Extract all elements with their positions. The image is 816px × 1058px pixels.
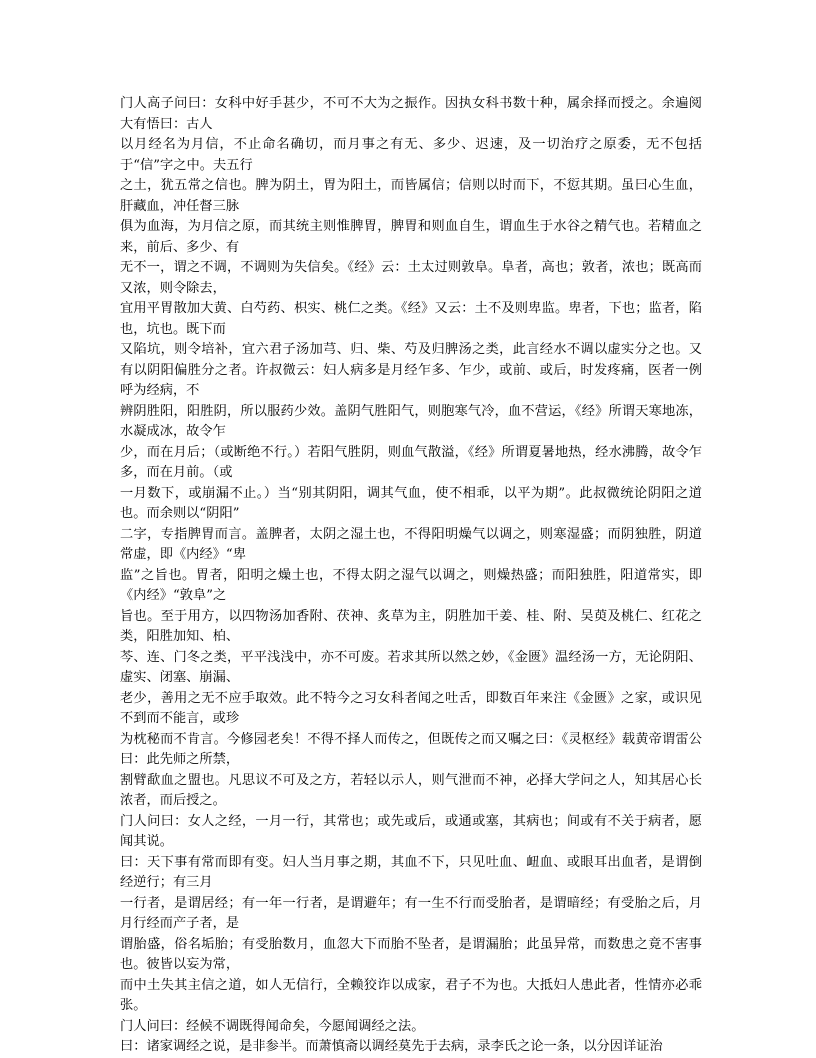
paragraph-1: 门人高子问曰：女科中好手甚少，不可不大为之振作。因执女科书数十种，属余择而授之。余遍阅大有悟曰：古人: [120, 96, 702, 132]
paragraph-9: 少，而在月后；（或断绝不行。）若阳气胜阴，则血气散溢，《经》所谓夏暑地热，经水沸腾，故令乍多，而在月前。（或: [120, 444, 702, 480]
paragraph-18: 门人问曰：女人之经，一月一行，其常也；或先或后，或通或塞，其病也；间或有不关于病者，愿闻其说。: [120, 813, 702, 849]
paragraph-10: 一月数下，或崩漏不止。）当“别其阴阳，调其气血，使不相乖，以平为期”。此叔微统论阴阳之道也。而余则以“阴阳”: [120, 485, 702, 521]
paragraph-7: 又陷坑，则令培补，宜六君子汤加芎、归、柴、芍及归脾汤之类，此言经水不调以虚实分之也。又有以阴阳偏胜分之者。许叔微云：妇人病多是月经乍多、乍少，或前、或后，时发疼痛，医者一例呼为经病，不: [120, 342, 702, 398]
paragraph-24: 曰：诸家调经之说，是非参半。而萧慎斋以调经莫先于去病，录李氏之论一条，以分因详证治: [120, 1039, 663, 1054]
document-page: [120, 94, 702, 1058]
paragraph-12: 监”之旨也。胃者，阳明之燥土也，不得太阴之湿气以调之，则燥热盛；而阳独胜，阳道常实，即《内经》“敦阜”之: [120, 567, 702, 603]
paragraph-22: 而中土失其主信之道，如人无信行，全赖狡诈以成家，君子不为也。大抵妇人患此者，性情亦必乖张。: [120, 977, 702, 1013]
paragraph-2: 以月经名为月信，不止命名确切，而月事之有无、多少、迟速，及一切治疗之原委，无不包括于“信”字之中。夫五行: [120, 137, 702, 173]
paragraph-21: 谓胎盛，俗名垢胎；有受胎数月，血忽大下而胎不坠者，是谓漏胎；此虽异常，而数患之竟不害事也。彼皆以妄为常，: [120, 936, 702, 972]
paragraph-6: 宜用平胃散加大黄、白芍药、枳实、桃仁之类。《经》又云：土不及则卑监。卑者，下也；监者，陷也，坑也。既下而: [120, 301, 702, 337]
paragraph-17: 割臂歃血之盟也。凡思议不可及之方，若轻以示人，则气泄而不神，必择大学问之人，知其居心长浓者，而后授之。: [120, 772, 702, 808]
paragraph-11: 二字，专指脾胃而言。盖脾者，太阴之湿土也，不得阳明燥气以调之，则寒湿盛；而阴独胜，阴道常虚，即《内经》“卑: [120, 526, 702, 562]
paragraph-13: 旨也。至于用方，以四物汤加香附、茯神、炙草为主，阴胜加干姜、桂、附、吴萸及桃仁、红花之类，阳胜加知、柏、: [120, 608, 702, 644]
paragraph-4: 俱为血海，为月信之原，而其统主则惟脾胃，脾胃和则血自生，谓血生于水谷之精气也。若精血之来，前后、多少、有: [120, 219, 702, 255]
paragraph-20: 一行者，是谓居经；有一年一行者，是谓避年；有一生不行而受胎者，是谓暗经；有受胎之后，月月行经而产子者，是: [120, 895, 702, 931]
paragraph-14: 芩、连、门冬之类，平平浅浅中，亦不可废。若求其所以然之妙，《金匮》温经汤一方，无论阴阳、虚实、闭塞、崩漏、: [120, 649, 702, 685]
paragraph-16: 为枕秘而不肯言。今修园老矣！不得不择人而传之，但既传之而又嘱之曰：《灵枢经》载黄帝谓雷公曰：此先师之所禁，: [120, 731, 702, 767]
paragraph-5: 无不一，谓之不调，不调则为失信矣。《经》云：土太过则敦阜。阜者，高也；敦者，浓也；既高而又浓，则令除去，: [120, 260, 702, 296]
paragraph-23: 门人问曰：经候不调既得闻命矣，今愿闻调经之法。: [120, 1018, 425, 1034]
paragraph-3: 之土，犹五常之信也。脾为阴土，胃为阳土，而皆属信；信则以时而下，不愆其期。虽曰心生血，肝藏血，冲任督三脉: [120, 178, 702, 214]
paragraph-15: 老少，善用之无不应手取效。此不特今之习女科者闻之吐舌，即数百年来注《金匮》之家，或识见不到而不能言，或珍: [120, 690, 702, 726]
paragraph-19: 曰：天下事有常而即有变。妇人当月事之期，其血不下，只见吐血、衄血、或眼耳出血者，是谓倒经逆行；有三月: [120, 854, 702, 890]
paragraph-8: 辨阴胜阳，阳胜阴，所以服药少效。盖阴气胜阳气，则胞寒气冷，血不营运，《经》所谓天寒地冻，水凝成冰，故令乍: [120, 403, 702, 439]
